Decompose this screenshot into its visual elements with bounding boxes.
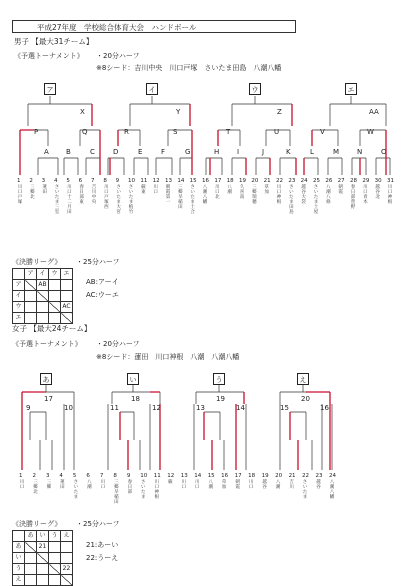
girls-team-name: 川口: [248, 480, 254, 490]
girls-team-name: 八潮: [275, 480, 281, 490]
boys-match-letter: K: [286, 148, 291, 156]
girls-team-number: 3: [45, 473, 50, 479]
boys-team-name: 八潮: [227, 185, 232, 195]
girls-team-number: 11: [153, 473, 161, 479]
boys-match-letter: G: [185, 148, 191, 156]
girls-team-number: 14: [194, 473, 202, 479]
girls-pool-winner: 17: [44, 395, 53, 403]
boys-pool-box: エ: [345, 83, 357, 95]
table-cell: [61, 542, 73, 553]
girls-team-name: さいたま: [141, 480, 146, 500]
boys-team-number: 28: [350, 178, 357, 184]
boys-team-number: 13: [165, 178, 172, 184]
table-cell: [25, 575, 37, 586]
boys-match-letter: B: [66, 148, 71, 156]
boys-team-number: 5: [66, 178, 70, 184]
boys-pool-winner: AA: [369, 108, 379, 116]
boys-round-letter: P: [34, 128, 39, 136]
boys-team-name: 三郷北: [30, 185, 35, 200]
boys-team-number: 15: [189, 178, 197, 184]
boys-prelim-format: ・20分ハーフ: [96, 52, 140, 60]
boys-team-number: 21: [263, 178, 271, 184]
boys-pool-winner: X: [80, 108, 85, 116]
boys-team-name: 吉川中央: [91, 185, 97, 205]
boys-final-note: AB:アーイ: [86, 278, 119, 286]
girls-team-name: 朝霞: [235, 480, 240, 490]
girls-team-number: 20: [275, 473, 283, 479]
table-cell: [25, 553, 37, 564]
boys-team-name: 三郷早稲田: [178, 185, 183, 210]
girls-pool-box: う: [213, 373, 225, 385]
boys-team-number: 10: [128, 178, 135, 184]
boys-pool-winner: Z: [277, 108, 282, 116]
boys-team-number: 17: [214, 178, 222, 184]
boys-team-name: 越谷大袋: [301, 185, 306, 205]
girls-match-number: 16: [320, 404, 329, 412]
girls-match-number: 13: [196, 404, 205, 412]
boys-match-letter: C: [90, 148, 95, 156]
girls-team-number: 5: [72, 473, 77, 479]
girls-team-number: 9: [126, 473, 131, 479]
table-header: エ: [13, 313, 25, 324]
boys-team-number: 27: [337, 178, 345, 184]
girls-team-number: 21: [288, 473, 296, 479]
boys-team-number: 31: [387, 178, 394, 184]
girls-match-number: 12: [152, 404, 161, 412]
boys-final-format: ・25分ハーフ: [76, 258, 120, 266]
boys-team-number: 2: [29, 178, 33, 184]
boys-team-name: 蓮田: [42, 185, 47, 195]
table-cell: [25, 542, 37, 553]
girls-team-name: 八潮: [208, 480, 213, 490]
table-header: い: [13, 553, 25, 564]
boys-team-number: 4: [54, 178, 58, 184]
boys-team-number: 6: [78, 178, 83, 184]
table-header: イ: [37, 269, 49, 280]
boys-team-name: 川口青木: [363, 185, 368, 205]
boys-team-name: 春日部東: [79, 185, 84, 205]
girls-team-number: 13: [180, 473, 188, 479]
boys-match-letter: I: [237, 148, 240, 156]
boys-match-letter: N: [357, 148, 363, 156]
table-cell: [49, 291, 61, 302]
table-cell: [37, 564, 49, 575]
table-header: エ: [61, 269, 73, 280]
girls-match-number: 15: [280, 404, 289, 412]
table-cell: [61, 553, 73, 564]
girls-team-name: 越谷: [316, 480, 321, 490]
boys-team-number: 12: [152, 178, 160, 184]
girls-team-number: 8: [113, 473, 117, 479]
girls-team-name: 三郷早稲田: [114, 480, 119, 505]
boys-round-letter: R: [124, 128, 129, 136]
girls-team-name: 越谷: [262, 480, 267, 490]
table-cell: [37, 291, 49, 302]
girls-pool-box: え: [297, 373, 309, 385]
table-cell: [61, 291, 73, 302]
page-title: 平成27年度 学校総合体育大会 ハンドボール: [12, 20, 296, 33]
table-cell: [25, 291, 37, 302]
girls-seeds: ※8シード：蓮田 川口神根 八潮 八潮八幡: [96, 353, 240, 361]
table-header: あ: [25, 531, 37, 542]
boys-team-name: 朝霞第一: [165, 185, 171, 205]
girls-team-name: 八潮八幡: [329, 480, 335, 500]
boys-team-name: 川口十二月田: [67, 185, 72, 215]
boys-round-letter: W: [367, 128, 374, 136]
boys-final-note: AC:ウーエ: [86, 291, 119, 299]
boys-team-name: 川口神根: [387, 185, 393, 205]
girls-team-number: 17: [234, 473, 242, 479]
table-header: う: [13, 564, 25, 575]
girls-final-note: 21:あーい: [86, 541, 119, 549]
girls-pool-winner: 19: [216, 395, 225, 403]
girls-team-number: 16: [221, 473, 229, 479]
table-header: え: [13, 575, 25, 586]
boys-match-letter: M: [333, 148, 340, 156]
boys-round-letter: V: [320, 128, 325, 136]
girls-team-name: 蕨: [168, 480, 173, 485]
table-header: ア: [25, 269, 37, 280]
table-cell: [49, 313, 61, 324]
boys-team-number: 3: [41, 178, 46, 184]
girls-team-number: 1: [19, 473, 23, 479]
boys-team-name: さいたま植竹: [128, 185, 134, 215]
boys-pool-box: ア: [44, 83, 56, 95]
boys-team-number: 23: [288, 178, 296, 184]
table-cell: [25, 302, 37, 313]
boys-team-number: 16: [202, 178, 209, 184]
girls-team-number: 4: [59, 473, 63, 479]
boys-heading: 男子 【最大31チーム】: [14, 37, 94, 46]
girls-team-number: 23: [315, 473, 323, 479]
girls-match-number: 14: [236, 404, 245, 412]
girls-team-name: 三郷: [46, 480, 52, 490]
girls-team-name: 川口: [19, 480, 25, 490]
table-corner: [13, 269, 25, 280]
girls-team-name: 川口: [194, 480, 200, 490]
table-header: ウ: [49, 269, 61, 280]
table-cell: [37, 575, 49, 586]
boys-final-league-table: [12, 268, 73, 324]
boys-round-letter: T: [226, 128, 231, 136]
boys-team-name: 三郷瑞穂: [252, 185, 257, 205]
girls-team-name: 川口: [100, 480, 106, 490]
table-cell: [49, 302, 61, 313]
table-cell: [49, 564, 61, 575]
girls-team-number: 6: [86, 473, 90, 479]
table-header: え: [61, 531, 73, 542]
girls-team-name: さいたま: [73, 480, 79, 500]
boys-team-name: 八潮八幡: [202, 185, 208, 205]
boys-team-name: 越谷北: [375, 185, 380, 200]
boys-team-name: 川口神根: [276, 185, 282, 205]
boys-match-letter: E: [138, 148, 143, 156]
boys-team-number: 11: [140, 178, 148, 184]
girls-team-name: 吉川: [289, 480, 294, 490]
boys-team-number: 26: [325, 178, 333, 184]
boys-team-number: 19: [239, 178, 246, 184]
table-cell: 22: [61, 564, 73, 575]
table-cell: AB: [37, 280, 49, 291]
boys-team-number: 29: [362, 178, 370, 184]
boys-team-name: 朝霞: [338, 185, 343, 195]
girls-prelim-label: 《予選トーナメント》: [12, 340, 82, 348]
table-cell: [25, 313, 37, 324]
boys-pool-box: イ: [146, 83, 158, 95]
table-cell: [25, 280, 37, 291]
girls-team-number: 24: [329, 473, 336, 479]
girls-team-name: 三郷北: [33, 480, 38, 495]
boys-team-name: 川口: [153, 185, 158, 195]
boys-team-number: 22: [276, 178, 283, 184]
girls-team-name: 春日部: [127, 480, 133, 495]
girls-team-number: 18: [248, 473, 256, 479]
table-cell: [49, 553, 61, 564]
table-cell: [49, 280, 61, 291]
boys-team-name: 久喜南: [239, 185, 245, 200]
girls-team-name: 川口神根: [154, 480, 160, 500]
boys-team-number: 30: [374, 178, 382, 184]
boys-team-number: 24: [300, 178, 308, 184]
girls-team-name: 八潮: [87, 480, 92, 490]
table-cell: [37, 313, 49, 324]
girls-match-number: 11: [110, 404, 119, 412]
table-cell: [49, 575, 61, 586]
boys-team-name: 川口戸塚: [17, 185, 23, 205]
girls-team-number: 10: [140, 473, 148, 479]
boys-pool-box: ウ: [249, 83, 261, 95]
table-cell: AC: [61, 302, 73, 313]
table-header: ア: [13, 280, 25, 291]
boys-round-letter: Q: [82, 128, 88, 136]
boys-match-letter: D: [113, 148, 119, 156]
boys-team-number: 7: [91, 178, 95, 184]
boys-team-number: 18: [226, 178, 234, 184]
table-cell: [61, 280, 73, 291]
boys-final-label: 《決勝リーグ》: [12, 258, 62, 266]
table-cell: [37, 553, 49, 564]
boys-match-letter: A: [44, 148, 49, 156]
girls-final-format: ・25分ハーフ: [76, 520, 120, 528]
boys-match-letter: H: [214, 148, 220, 156]
boys-team-name: 川口北: [215, 185, 220, 200]
boys-match-letter: J: [262, 148, 265, 156]
girls-pool-winner: 18: [131, 395, 140, 403]
table-cell: 21: [37, 542, 49, 553]
girls-final-note: 22:うーえ: [86, 554, 119, 562]
girls-match-number: 10: [64, 404, 73, 412]
table-cell: [25, 564, 37, 575]
girls-team-number: 19: [261, 473, 269, 479]
table-header: イ: [13, 291, 25, 302]
boys-team-name: さいたま田島: [289, 185, 294, 215]
table-header: う: [49, 531, 61, 542]
table-cell: [49, 542, 61, 553]
boys-team-number: 14: [177, 178, 185, 184]
table-cell: [37, 302, 49, 313]
boys-team-name: さいたま土屋: [313, 185, 319, 215]
boys-team-number: 8: [103, 178, 107, 184]
girls-final-label: 《決勝リーグ》: [12, 520, 62, 528]
boys-team-name: 川口戸塚西: [104, 185, 109, 210]
boys-team-name: 蕨東: [141, 185, 146, 195]
girls-pool-winner: 20: [301, 395, 310, 403]
boys-match-letter: L: [310, 148, 314, 156]
girls-pool-box: い: [127, 373, 139, 385]
girls-pool-box: あ: [40, 373, 52, 385]
girls-prelim-format: ・20分ハーフ: [96, 340, 140, 348]
boys-team-number: 1: [17, 178, 21, 184]
girls-team-number: 22: [302, 473, 310, 479]
boys-team-name: 八潮八條: [326, 185, 331, 205]
table-cell: [61, 575, 73, 586]
boys-seeds: ※8シード：吉川中央 川口戸塚 さいたま田島 八潮八幡: [96, 64, 282, 72]
table-header: ウ: [13, 302, 25, 313]
boys-team-number: 9: [115, 178, 120, 184]
boys-prelim-label: 《予選トーナメント》: [14, 52, 84, 60]
table-cell: [61, 313, 73, 324]
boys-team-number: 20: [251, 178, 259, 184]
boys-pool-winner: Y: [176, 108, 181, 116]
table-header: あ: [13, 542, 25, 553]
table-header: い: [37, 531, 49, 542]
boys-round-letter: U: [274, 128, 280, 136]
boys-round-letter: S: [173, 128, 178, 136]
girls-final-league-table: [12, 530, 73, 586]
girls-heading: 女子 【最大24チーム】: [12, 324, 92, 333]
boys-match-letter: F: [161, 148, 166, 156]
girls-team-name: 川口: [181, 480, 186, 490]
boys-team-name: さいたま三室: [54, 185, 60, 215]
table-corner: [13, 531, 25, 542]
boys-team-name: さいたま土合: [190, 185, 195, 215]
boys-team-name: 春日部豊野: [350, 185, 356, 210]
girls-team-name: さいたま: [302, 480, 308, 500]
boys-team-name: 草加: [264, 185, 269, 195]
girls-match-number: 9: [26, 404, 31, 412]
boys-team-number: 25: [313, 178, 320, 184]
girls-team-number: 7: [99, 473, 104, 479]
girls-team-number: 15: [207, 473, 215, 479]
boys-team-name: さいたま大宮: [116, 185, 121, 215]
girls-team-name: 草加: [221, 480, 227, 490]
boys-match-letter: O: [381, 148, 387, 156]
girls-team-name: 蓮田: [60, 480, 65, 490]
girls-team-number: 2: [32, 473, 36, 479]
girls-team-number: 12: [167, 473, 175, 479]
